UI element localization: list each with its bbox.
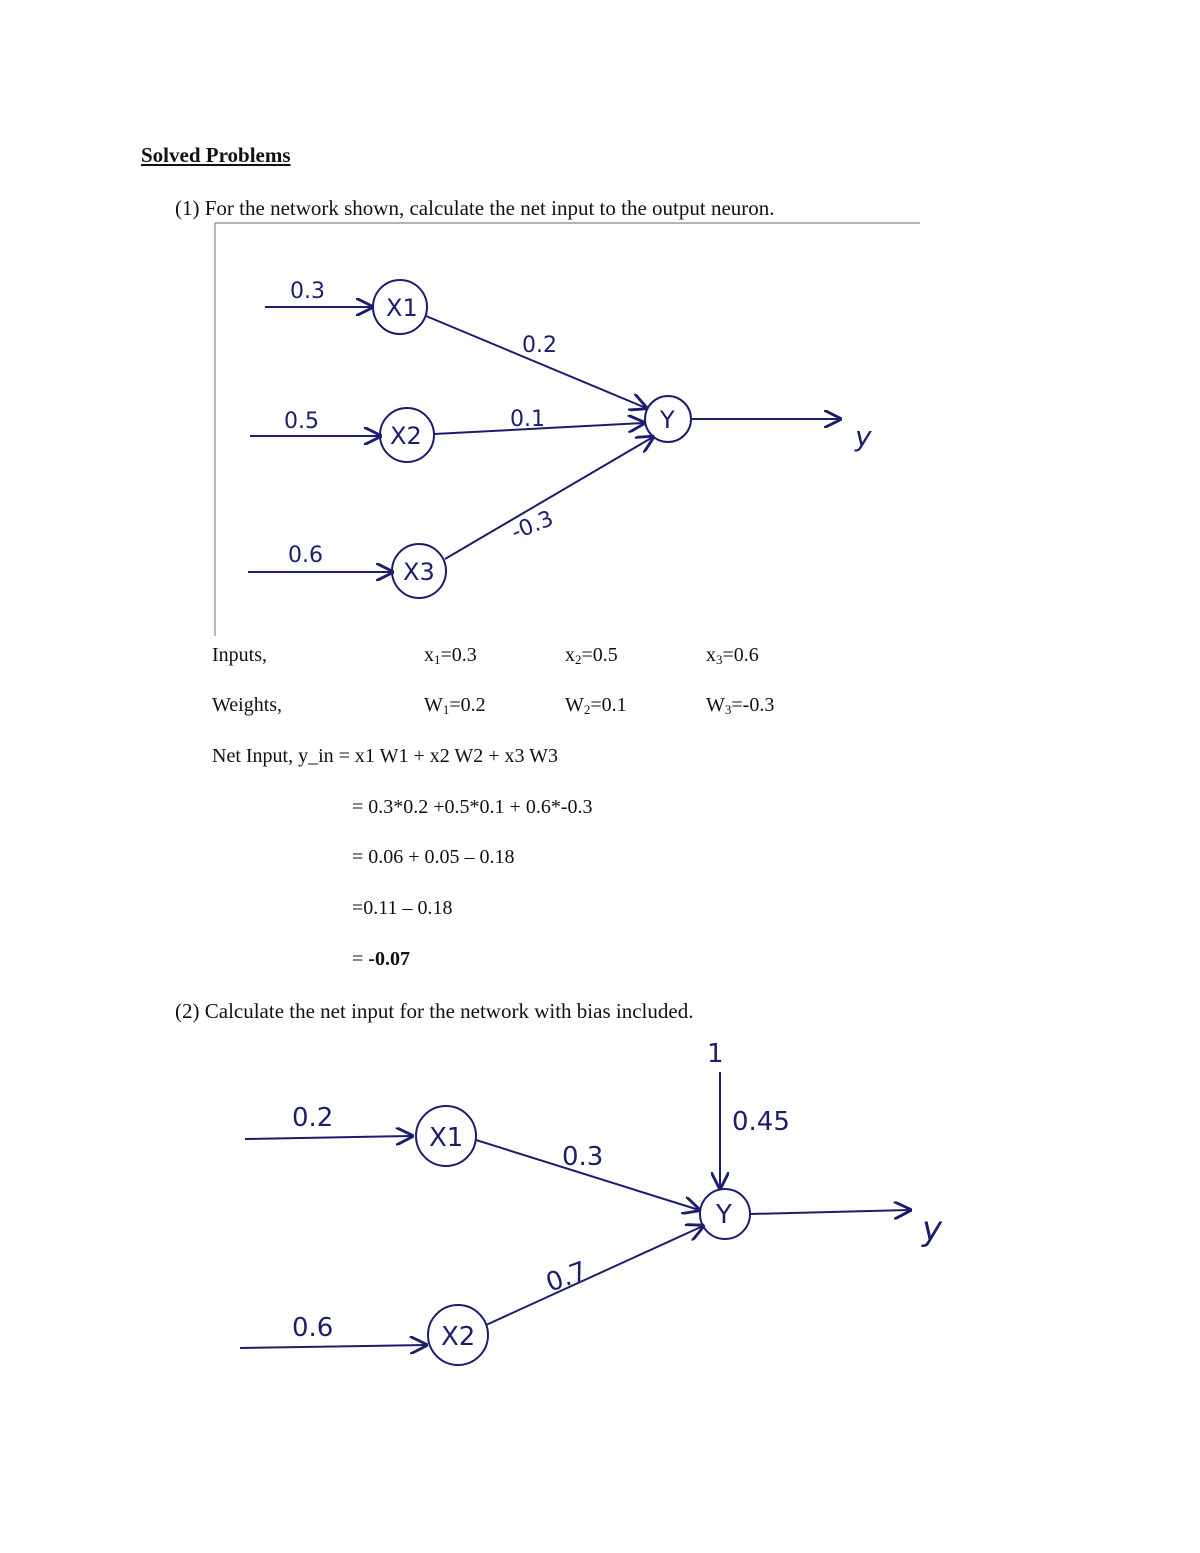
diagram-1-output-label: y (855, 420, 872, 453)
diagram-2-bias-weight: 0.45 (732, 1107, 790, 1137)
problem-2-question: (2) Calculate the net input for the network with bias included. (175, 999, 694, 1023)
diagram-1-input-3: 0.6 (288, 543, 323, 568)
edge-x1-y (426, 316, 646, 408)
diagram-1-network (248, 280, 840, 598)
input-arrow-x1 (245, 1136, 412, 1139)
weight-value-3: $W_3=-0.3$ (706, 694, 775, 717)
diagram-1-input-1: 0.3 (290, 279, 325, 304)
diagram-2-output-node-label: Y (716, 1200, 732, 1230)
diagram-1-output-node-label: Y (660, 406, 675, 434)
weight-value-1: $W_1=0.2$ (424, 694, 486, 717)
inputs-label: Inputs, (212, 644, 267, 666)
edge-x3-y (445, 437, 653, 559)
calculation-step-2: = 0.06 + 0.05 – 0.18 (352, 846, 515, 868)
diagram-2-node-label-1: X1 (429, 1123, 464, 1153)
diagram-1-weight-2: 0.1 (510, 407, 545, 432)
diagram-1-node-label-2: X2 (390, 422, 422, 450)
calculation-result: = -0.07 (352, 948, 410, 970)
diagram-2-output-label: y (922, 1209, 943, 1249)
diagram-1-node-label-1: X1 (386, 294, 418, 322)
diagram-1-input-2: 0.5 (284, 409, 319, 434)
diagram-1-weight-1: 0.2 (522, 333, 557, 358)
net-input-label: Net Input, y_in = x1 W1 + x2 W2 + x3 W3 (212, 745, 559, 767)
diagram-2-bias-input: 1 (707, 1039, 724, 1069)
page-title: Solved Problems (141, 143, 291, 167)
calculation-step-3: =0.11 – 0.18 (352, 897, 453, 919)
diagram-1-node-label-3: X3 (403, 558, 435, 586)
weights-label: Weights, (212, 694, 283, 716)
diagram-2-input-2: 0.6 (292, 1313, 334, 1343)
diagram-2-node-label-2: X2 (441, 1322, 476, 1352)
net-input-formula: y_in = x1 W1 + x2 W2 + x3 W3 (298, 745, 559, 767)
result-value: -0.07 (368, 948, 410, 970)
calculation-step-1: = 0.3*0.2 +0.5*0.1 + 0.6*-0.3 (352, 796, 593, 818)
diagram-2-weight-1: 0.3 (562, 1142, 604, 1172)
output-arrow (750, 1210, 910, 1214)
diagram-1-weight-3: -0.3 (507, 506, 558, 546)
problem-1-question: (1) For the network shown, calculate the net input to the output neuron. (175, 196, 775, 220)
diagram-2-input-1: 0.2 (292, 1103, 334, 1133)
edge-x2-y (486, 1226, 703, 1325)
input-arrow-x2 (240, 1345, 426, 1348)
weight-value-2: $W_2=0.1$ (565, 694, 627, 717)
diagram-2-network (240, 1072, 910, 1365)
input-value-3: $x_3=0.6$ (706, 644, 759, 667)
input-value-1: $x_1=0.3$ (424, 644, 477, 667)
diagram-2-weight-2: 0.7 (542, 1256, 592, 1299)
input-value-2: $x_2=0.5$ (565, 644, 618, 667)
